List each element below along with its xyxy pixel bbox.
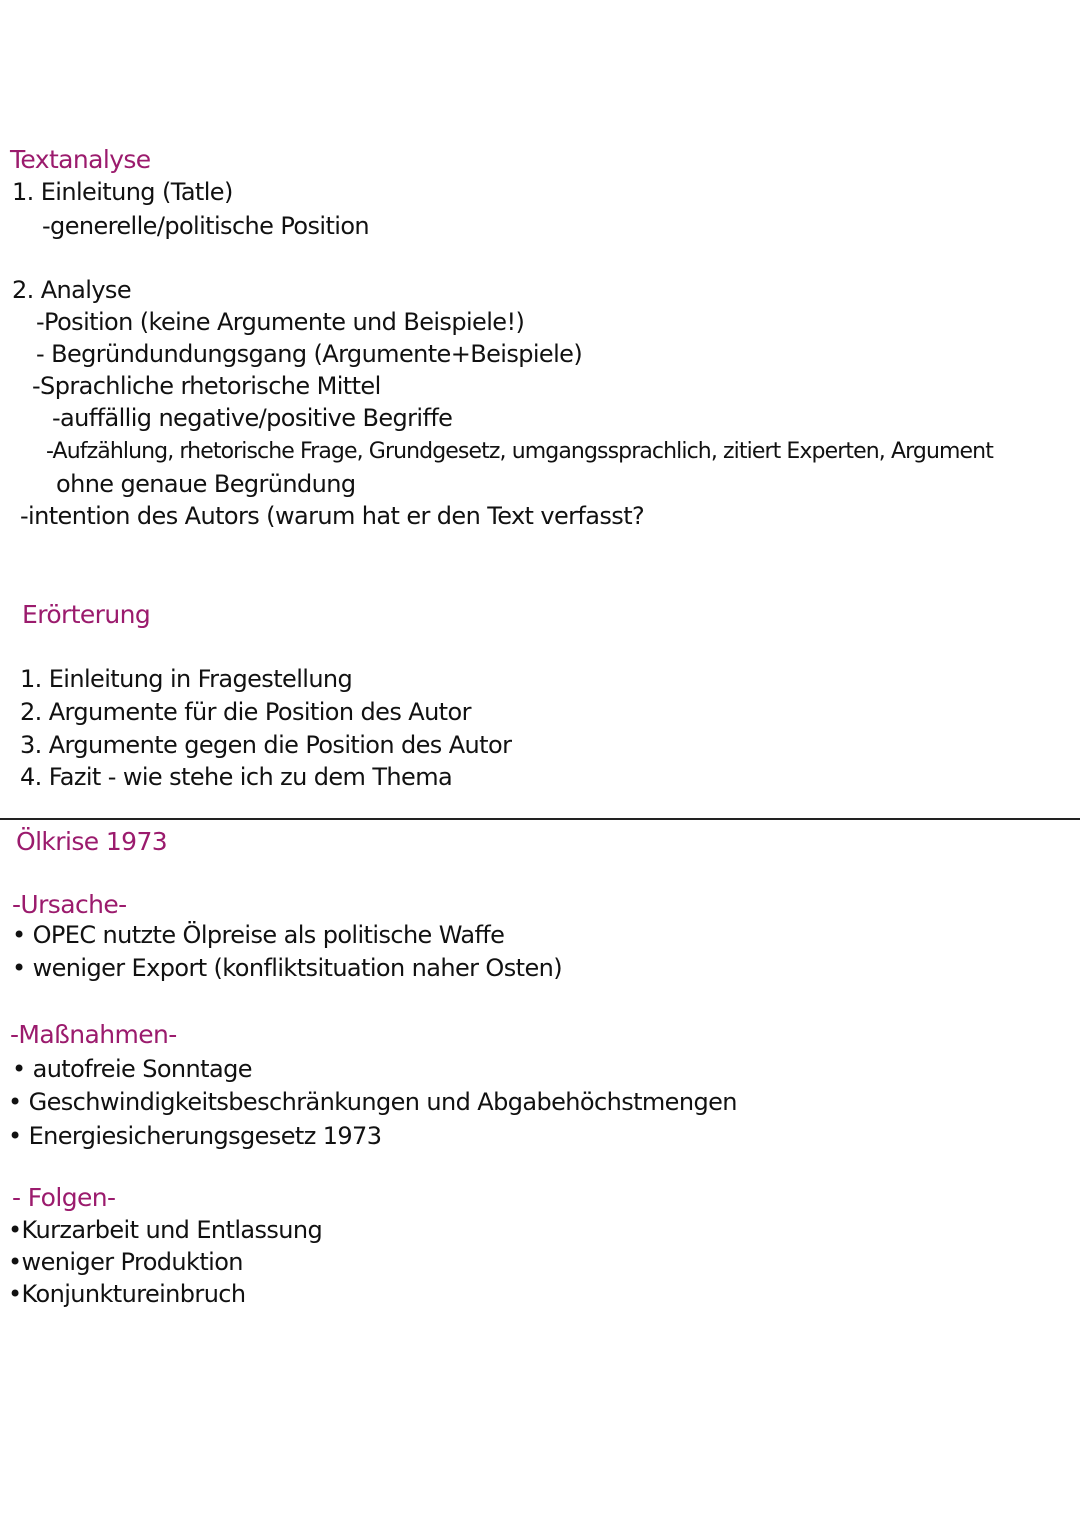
mittel-item-2-cont: ohne genaue Begründung: [56, 470, 356, 498]
ursache-item: • weniger Export (konfliktsituation naher Osten): [12, 954, 562, 982]
eroerterung-item: 3. Argumente gegen die Position des Autor: [20, 731, 512, 759]
folgen-item: •Konjunktureinbruch: [8, 1280, 246, 1308]
eroerterung-item: 4. Fazit - wie stehe ich zu dem Thema: [20, 763, 453, 791]
begruendung-line: - Begründundungsgang (Argumente+Beispiele): [36, 340, 583, 368]
mittel-item-1: -auffällig negative/positive Begriffe: [52, 404, 453, 432]
textanalyse-heading: Textanalyse: [10, 145, 151, 174]
massnahmen-item: • Geschwindigkeitsbeschränkungen und Abgabehöchstmengen: [8, 1088, 737, 1116]
eroerterung-heading: Erörterung: [22, 600, 151, 629]
massnahmen-label: -Maßnahmen-: [10, 1020, 177, 1049]
eroerterung-item: 2. Argumente für die Position des Autor: [20, 698, 471, 726]
oelkrise-heading: Ölkrise 1973: [16, 827, 168, 856]
einleitung-line: 1. Einleitung (Tatle): [12, 178, 233, 206]
position-line: -Position (keine Argumente und Beispiele!): [36, 308, 525, 336]
mittel-line: -Sprachliche rhetorische Mittel: [32, 372, 381, 400]
mittel-item-2: -Aufzählung, rhetorische Frage, Grundgesetz, umgangssprachlich, zitiert Experten, Argument: [46, 439, 993, 464]
massnahmen-item: • autofreie Sonntage: [12, 1055, 252, 1083]
einleitung-sub-line: -generelle/politische Position: [42, 212, 370, 240]
folgen-label: - Folgen-: [12, 1183, 116, 1212]
folgen-item: •Kurzarbeit und Entlassung: [8, 1216, 323, 1244]
eroerterung-item: 1. Einleitung in Fragestellung: [20, 665, 353, 693]
folgen-item: •weniger Produktion: [8, 1248, 243, 1276]
massnahmen-item: • Energiesicherungsgesetz 1973: [8, 1122, 382, 1150]
analyse-line: 2. Analyse: [12, 276, 132, 304]
section-divider: [0, 818, 1080, 820]
intention-line: -intention des Autors (warum hat er den Text verfasst?: [20, 502, 645, 530]
ursache-item: • OPEC nutzte Ölpreise als politische Waffe: [12, 921, 505, 949]
ursache-label: -Ursache-: [12, 890, 127, 919]
